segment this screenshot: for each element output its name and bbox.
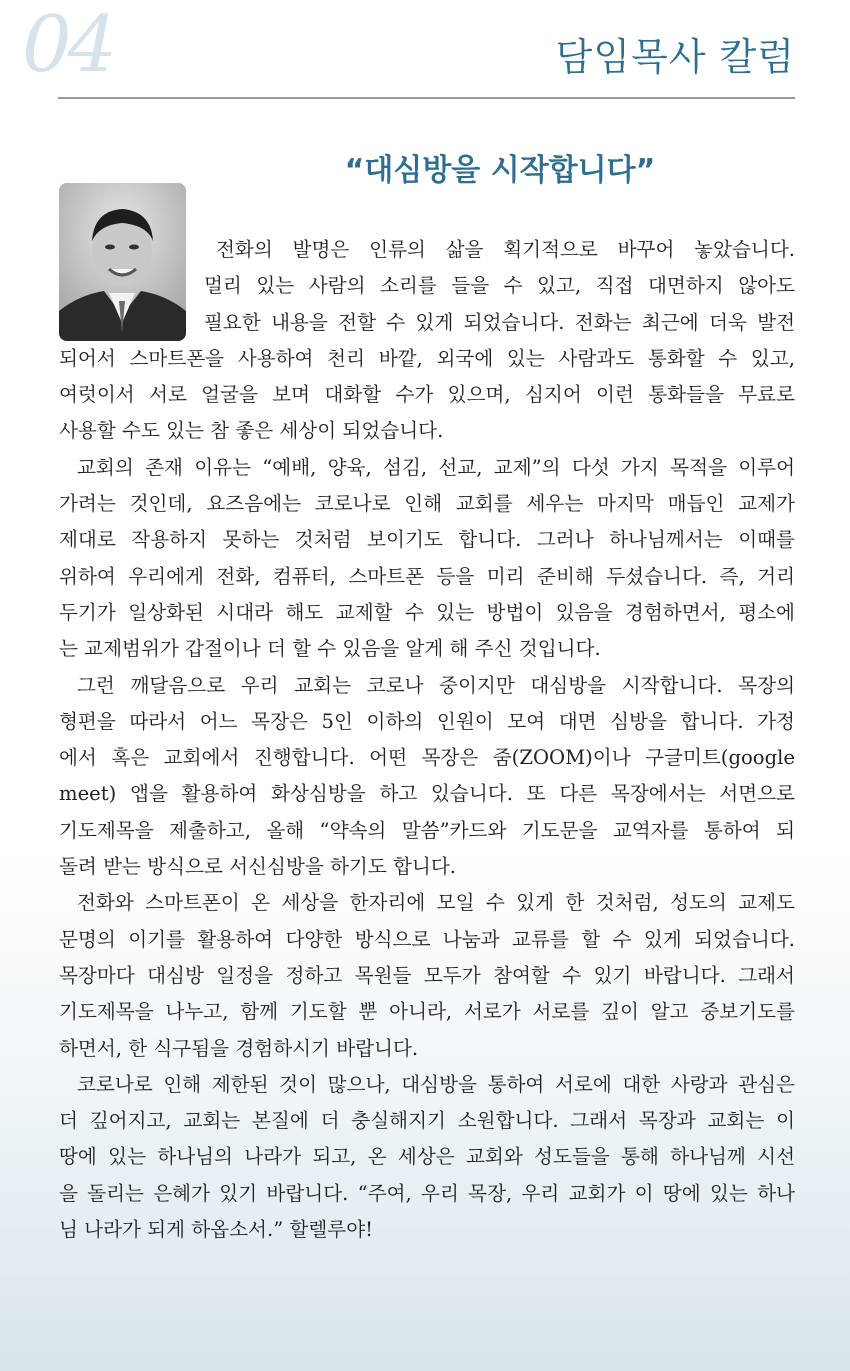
paragraph-2 [59, 450, 795, 668]
header-divider [58, 97, 795, 99]
text-line: 가려는 것인데, 요즈음에는 코로나로 인해 교회를 세우는 마지막 매듭인 교제가 [59, 492, 795, 516]
text-line: 더 깊어지고, 교회는 본질에 더 충실해지기 소원합니다. 그래서 목장과 교회는 이 [59, 1109, 795, 1133]
page-number: 04 [22, 0, 114, 90]
text-line: 여럿이서 서로 얼굴을 보며 대화할 수가 있으며, 심지어 이런 통화들을 무료로 [59, 383, 795, 407]
text-line: 두기가 일상화된 시대라 해도 교제할 수 있는 방법이 있음을 경험하면서, 평소에 [59, 600, 795, 624]
text-line: 문명의 이기를 활용하여 다양한 방식으로 나눔과 교류를 할 수 있게 되었습니다. [59, 927, 795, 951]
paragraph-4 [59, 885, 795, 1066]
text-line: 그런 깨달음으로 우리 교회는 코로나 중이지만 대심방을 시작합니다. 목장의 [77, 673, 795, 697]
article-title: “대심방을 시작합니다” [344, 153, 656, 188]
text-line: 형편을 따라서 어느 목장은 5인 이하의 인원이 모여 대면 심방을 합니다. 가정 [59, 709, 795, 733]
text-line: 기도제목을 제출하고, 올해 “약속의 말씀”카드와 기도문을 교역자를 통하여 되 [59, 818, 795, 842]
text-line: 목장마다 대심방 일정을 정하고 목원들 모두가 참여할 수 있기 바랍니다. 그래서 [59, 963, 795, 987]
section-title: 담임목사 칼럼 [555, 35, 795, 79]
paragraph-3 [59, 668, 795, 886]
text-line: 사용할 수도 있는 참 좋은 세상이 되었습니다. [59, 419, 444, 443]
text-line: 되어서 스마트폰을 사용하여 천리 바깥, 외국에 있는 사람과도 통화할 수 있고, [59, 346, 795, 370]
text-line: 멀리 있는 사람의 소리를 들을 수 있고, 직접 대면하지 않아도 [204, 274, 795, 298]
text-line: 제대로 작용하지 못하는 것처럼 보이기도 합니다. 그러나 하나님께서는 이때를 [59, 528, 795, 552]
text-line: 돌려 받는 방식으로 서신심방을 하기도 합니다. [59, 855, 456, 879]
text-line: 코로나로 인해 제한된 것이 많으나, 대심방을 통하여 서로에 대한 사랑과 관심은 [77, 1072, 795, 1096]
text-line: meet) 앱을 활용하여 화상심방을 하고 있습니다. 또 다른 목장에서는 서면으로 [59, 782, 795, 806]
paragraph-1 [59, 232, 795, 450]
text-line: 는 교제범위가 갑절이나 더 할 수 있음을 알게 해 주신 것입니다. [59, 637, 601, 661]
text-line: 님 나라가 되게 하옵소서.” 할렐루야! [59, 1218, 374, 1242]
text-line: 하면서, 한 식구됨을 경험하시기 바랍니다. [59, 1036, 419, 1060]
text-line: 을 돌리는 은혜가 있기 바랍니다. “주여, 우리 목장, 우리 교회가 이 땅에 있는 하나 [59, 1181, 795, 1205]
text-line: 교회의 존재 이유는 “예배, 양육, 섬김, 선교, 교제”의 다섯 가지 목적을 이루어 [77, 455, 795, 479]
text-line: 필요한 내용을 전할 수 있게 되었습니다. 전화는 최근에 더욱 발전 [204, 310, 795, 334]
text-line: 에서 혹은 교회에서 진행합니다. 어떤 목장은 줌(ZOOM)이나 구글미트(google [59, 746, 795, 770]
text-line: 땅에 있는 하나님의 나라가 되고, 온 세상은 교회와 성도들을 통해 하나님께 시선 [59, 1145, 795, 1169]
text-line: 위하여 우리에게 전화, 컴퓨터, 스마트폰 등을 미리 준비해 두셨습니다. 즉, 거리 [59, 564, 795, 588]
text-line: 전화의 발명은 인류의 삶을 획기적으로 바꾸어 놓았습니다. [216, 238, 795, 261]
text-line: 기도제목을 나누고, 함께 기도할 뿐 아니라, 서로가 서로를 깊이 알고 중보기도를 [59, 1000, 795, 1024]
text-line: 전화와 스마트폰이 온 세상을 한자리에 모일 수 있게 한 것처럼, 성도의 교제도 [77, 891, 795, 915]
article-body [59, 232, 795, 1248]
paragraph-5 [59, 1067, 795, 1248]
